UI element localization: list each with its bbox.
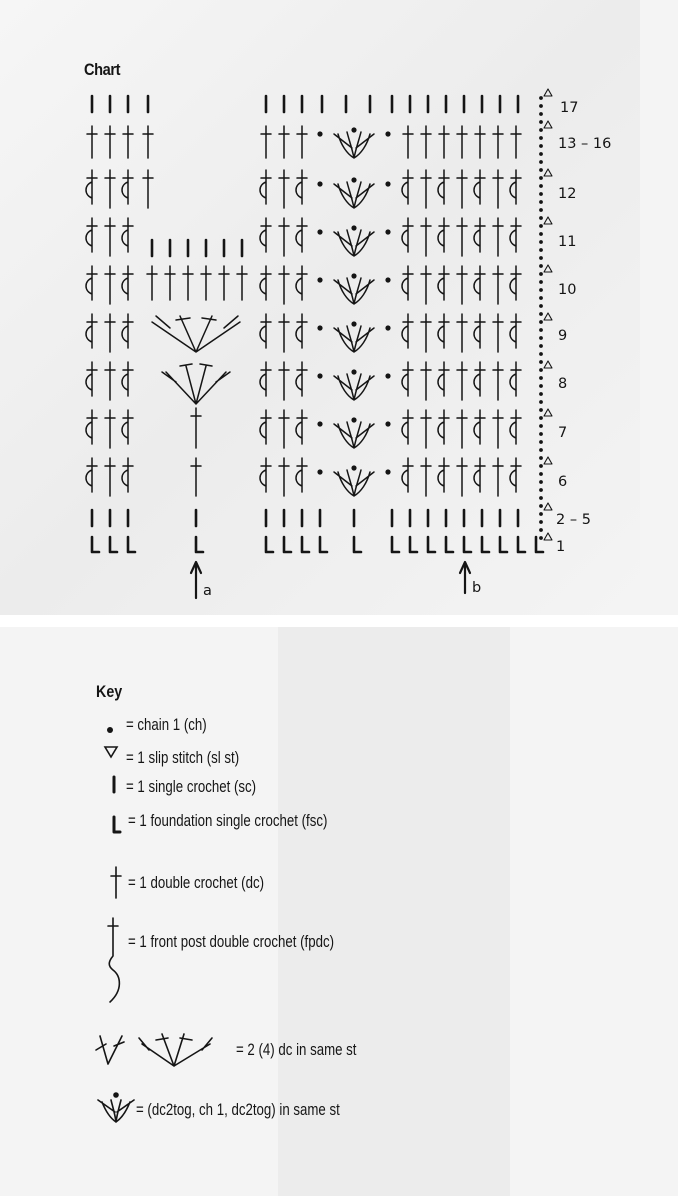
fpdc-mark bbox=[438, 362, 449, 396]
key-text-fpdc: = 1 front post double crochet (fpdc) bbox=[128, 932, 335, 951]
double-crochet-mark bbox=[457, 218, 467, 256]
chain-dot bbox=[539, 360, 543, 364]
dc2tog-cluster-mark bbox=[334, 132, 374, 158]
cluster-chain-dot bbox=[351, 417, 356, 422]
double-crochet-mark bbox=[421, 218, 431, 256]
foundation-sc-mark bbox=[446, 537, 453, 552]
key-text-dc-shell: = 2 (4) dc in same st bbox=[236, 1040, 357, 1059]
chain-dot bbox=[317, 469, 322, 474]
slip-stitch-mark bbox=[544, 169, 552, 176]
foundation-sc-mark bbox=[92, 537, 99, 552]
double-crochet-mark bbox=[493, 362, 503, 400]
double-crochet-mark bbox=[457, 126, 467, 158]
chain-dot bbox=[539, 480, 543, 484]
chain-dot bbox=[385, 421, 390, 426]
fpdc-mark bbox=[510, 266, 521, 300]
double-crochet-mark bbox=[105, 410, 115, 448]
chain-dot bbox=[539, 432, 543, 436]
double-crochet-mark bbox=[457, 266, 467, 304]
double-crochet-mark bbox=[279, 362, 289, 400]
row-label: 17 bbox=[560, 100, 579, 116]
fpdc-mark bbox=[474, 458, 485, 492]
key-text-foundation-sc: = 1 foundation single crochet (fsc) bbox=[128, 811, 328, 830]
double-crochet-mark bbox=[457, 362, 467, 400]
arrow-b-icon bbox=[460, 562, 470, 593]
double-crochet-mark bbox=[165, 266, 175, 300]
chain-dot bbox=[539, 208, 543, 212]
fpdc-mark bbox=[296, 218, 307, 252]
dc2tog-cluster-mark bbox=[334, 278, 374, 304]
double-crochet-mark bbox=[403, 126, 413, 158]
fpdc-mark bbox=[86, 458, 97, 492]
chain-dot bbox=[385, 277, 390, 282]
double-crochet-mark bbox=[457, 458, 467, 496]
double-crochet-mark bbox=[123, 126, 133, 158]
marker-b bbox=[460, 562, 481, 596]
double-crochet-mark bbox=[279, 314, 289, 352]
fpdc-mark bbox=[122, 218, 133, 252]
chart-symbols bbox=[86, 89, 552, 552]
fpdc-mark bbox=[402, 218, 413, 252]
double-crochet-mark bbox=[511, 126, 521, 158]
cluster-chain-dot bbox=[351, 369, 356, 374]
chain-dot bbox=[539, 152, 543, 156]
cluster-chain-dot bbox=[351, 465, 356, 470]
fpdc-mark bbox=[474, 218, 485, 252]
cluster-chain-dot bbox=[351, 273, 356, 278]
foundation-sc-mark bbox=[302, 537, 309, 552]
fpdc-mark bbox=[474, 362, 485, 396]
dc2tog-cluster-mark bbox=[334, 374, 374, 400]
fpdc-mark bbox=[438, 410, 449, 444]
double-crochet-mark bbox=[297, 126, 307, 158]
chain-dot bbox=[539, 312, 543, 316]
chain-dot bbox=[539, 184, 543, 188]
chain-dot bbox=[317, 181, 322, 186]
key-title: Key bbox=[96, 682, 123, 701]
double-crochet-mark bbox=[279, 126, 289, 158]
fpdc-mark bbox=[86, 170, 97, 204]
double-crochet-mark bbox=[493, 458, 503, 496]
chain-dot bbox=[385, 373, 390, 378]
foundation-sc-mark bbox=[518, 537, 525, 552]
chain-dot bbox=[539, 528, 543, 532]
chain-dot bbox=[539, 224, 543, 228]
chain-dot bbox=[539, 104, 543, 108]
foundation-single-crochet-icon bbox=[96, 808, 120, 836]
fpdc-mark bbox=[474, 266, 485, 300]
row-label: 10 bbox=[558, 282, 577, 298]
double-crochet-mark bbox=[493, 126, 503, 158]
fpdc-mark bbox=[402, 458, 413, 492]
chain-dot bbox=[539, 408, 543, 412]
chain-dot bbox=[539, 112, 543, 116]
double-crochet-mark bbox=[421, 170, 431, 208]
slip-stitch-mark bbox=[544, 361, 552, 368]
chain-dot bbox=[539, 464, 543, 468]
double-crochet-mark bbox=[237, 266, 247, 300]
double-crochet-mark bbox=[105, 314, 115, 352]
dc2tog-cluster-mark bbox=[334, 182, 374, 208]
key-text-double-crochet: = 1 double crochet (dc) bbox=[128, 873, 265, 892]
chain-dot bbox=[539, 376, 543, 380]
fpdc-mark bbox=[474, 410, 485, 444]
double-crochet-mark bbox=[219, 266, 229, 300]
chain-dot bbox=[539, 352, 543, 356]
row-label: 1 bbox=[556, 539, 566, 555]
fpdc-mark bbox=[86, 266, 97, 300]
dc2tog-cluster-icon bbox=[96, 1090, 136, 1126]
fpdc-mark bbox=[296, 410, 307, 444]
slip-stitch-mark bbox=[544, 217, 552, 224]
double-crochet-mark bbox=[457, 170, 467, 208]
key-text-single-crochet: = 1 single crochet (sc) bbox=[126, 777, 257, 796]
chain-dot bbox=[317, 325, 322, 330]
arrow-label-b: b bbox=[472, 580, 482, 596]
chain-dot bbox=[539, 296, 543, 300]
fpdc-mark bbox=[438, 314, 449, 348]
double-crochet-mark bbox=[147, 266, 157, 300]
chain-dot bbox=[539, 456, 543, 460]
double-crochet-mark bbox=[439, 126, 449, 158]
fpdc-mark bbox=[122, 362, 133, 396]
fpdc-mark bbox=[122, 458, 133, 492]
chain-dot bbox=[317, 229, 322, 234]
foundation-sc-mark bbox=[354, 537, 361, 552]
chain-dot bbox=[539, 168, 543, 172]
fpdc-mark bbox=[260, 410, 271, 444]
fpdc-mark bbox=[122, 266, 133, 300]
chain-dot bbox=[539, 336, 543, 340]
double-crochet-mark bbox=[191, 458, 201, 496]
chain-dot bbox=[539, 192, 543, 196]
fpdc-mark bbox=[296, 266, 307, 300]
fpdc-mark bbox=[438, 266, 449, 300]
double-crochet-mark bbox=[279, 410, 289, 448]
double-crochet-mark bbox=[421, 362, 431, 400]
double-crochet-mark bbox=[457, 410, 467, 448]
foundation-sc-mark bbox=[428, 537, 435, 552]
cluster-chain-dot bbox=[351, 225, 356, 230]
chain-dot bbox=[385, 131, 390, 136]
double-crochet-mark bbox=[279, 266, 289, 304]
foundation-sc-mark bbox=[284, 537, 291, 552]
chain-dot bbox=[539, 536, 543, 540]
chain-dot bbox=[539, 120, 543, 124]
chain-dot bbox=[539, 136, 543, 140]
chain-dot bbox=[539, 512, 543, 516]
fpdc-mark bbox=[260, 170, 271, 204]
double-crochet-mark bbox=[279, 170, 289, 208]
chain-dot bbox=[539, 272, 543, 276]
row-label: 2 – 5 bbox=[556, 512, 591, 528]
foundation-sc-mark bbox=[110, 537, 117, 552]
chain-dot bbox=[385, 325, 390, 330]
fpdc-mark bbox=[296, 314, 307, 348]
cluster-chain-dot bbox=[351, 321, 356, 326]
fpdc-mark bbox=[438, 218, 449, 252]
dc2tog-cluster-mark bbox=[334, 326, 374, 352]
slip-stitch-mark bbox=[544, 121, 552, 128]
slip-stitch-mark bbox=[544, 457, 552, 464]
slip-stitch-mark bbox=[544, 409, 552, 416]
fpdc-mark bbox=[402, 266, 413, 300]
chain-dot bbox=[539, 128, 543, 132]
chain-dot bbox=[539, 288, 543, 292]
slip-stitch-mark bbox=[544, 313, 552, 320]
foundation-sc-mark bbox=[500, 537, 507, 552]
fpdc-mark bbox=[402, 314, 413, 348]
chain-dot bbox=[317, 373, 322, 378]
fpdc-mark bbox=[260, 266, 271, 300]
fpdc-mark bbox=[510, 362, 521, 396]
chain-dot bbox=[539, 256, 543, 260]
fpdc-mark bbox=[122, 314, 133, 348]
double-crochet-mark bbox=[279, 458, 289, 496]
fpdc-mark bbox=[474, 170, 485, 204]
row-label: 12 bbox=[558, 186, 577, 202]
chain-dot bbox=[539, 448, 543, 452]
chain-dot bbox=[539, 200, 543, 204]
double-crochet-mark bbox=[105, 170, 115, 208]
double-crochet-icon bbox=[96, 864, 120, 904]
double-crochet-mark bbox=[143, 170, 153, 208]
cluster-chain-dot bbox=[351, 177, 356, 182]
row-label: 9 bbox=[558, 328, 568, 344]
front-post-double-crochet-icon bbox=[96, 916, 126, 1006]
slip-stitch-mark bbox=[544, 265, 552, 272]
fpdc-mark bbox=[402, 170, 413, 204]
double-crochet-mark bbox=[261, 126, 271, 158]
chain-dot bbox=[539, 160, 543, 164]
chain-dot bbox=[539, 416, 543, 420]
slip-stitch-icon bbox=[96, 744, 120, 768]
chain-dot bbox=[539, 384, 543, 388]
foundation-sc-mark bbox=[410, 537, 417, 552]
chain-dot bbox=[539, 520, 543, 524]
chain-dot bbox=[385, 469, 390, 474]
chain-dot bbox=[385, 229, 390, 234]
row-label: 8 bbox=[558, 376, 568, 392]
single-crochet-icon bbox=[96, 774, 120, 798]
chain-dot bbox=[539, 368, 543, 372]
chain-dot bbox=[539, 496, 543, 500]
foundation-sc-mark bbox=[266, 537, 273, 552]
fpdc-mark bbox=[260, 458, 271, 492]
double-crochet-mark bbox=[421, 126, 431, 158]
double-crochet-mark bbox=[421, 410, 431, 448]
row-labels bbox=[556, 100, 611, 555]
chain-dot bbox=[539, 248, 543, 252]
chain-dot bbox=[539, 176, 543, 180]
double-crochet-mark bbox=[105, 458, 115, 496]
fpdc-mark bbox=[402, 410, 413, 444]
row-label: 7 bbox=[558, 425, 568, 441]
chain-dot bbox=[539, 344, 543, 348]
foundation-sc-mark bbox=[464, 537, 471, 552]
double-crochet-mark bbox=[143, 126, 153, 158]
dc-shell-icon bbox=[96, 1030, 226, 1070]
chain-dot bbox=[539, 216, 543, 220]
chain-dot bbox=[317, 277, 322, 282]
chain-dot bbox=[385, 181, 390, 186]
double-crochet-mark bbox=[421, 458, 431, 496]
double-crochet-mark bbox=[457, 314, 467, 352]
dc2tog-cluster-mark bbox=[334, 422, 374, 448]
fpdc-mark bbox=[438, 458, 449, 492]
fpdc-mark bbox=[402, 362, 413, 396]
slip-stitch-mark bbox=[544, 503, 552, 510]
fpdc-mark bbox=[260, 218, 271, 252]
chain-dot bbox=[539, 280, 543, 284]
slip-stitch-mark bbox=[544, 89, 552, 96]
foundation-sc-mark bbox=[128, 537, 135, 552]
double-crochet-mark bbox=[105, 218, 115, 256]
double-crochet-mark bbox=[493, 314, 503, 352]
foundation-sc-mark bbox=[320, 537, 327, 552]
dc-shell-mark bbox=[162, 364, 230, 404]
double-crochet-mark bbox=[201, 266, 211, 300]
fpdc-mark bbox=[86, 410, 97, 444]
double-crochet-mark bbox=[421, 314, 431, 352]
fpdc-mark bbox=[510, 410, 521, 444]
dc-shell-mark bbox=[152, 316, 240, 352]
dc2tog-cluster-mark bbox=[334, 470, 374, 496]
fpdc-mark bbox=[86, 362, 97, 396]
fpdc-mark bbox=[296, 458, 307, 492]
slip-stitch-mark bbox=[544, 533, 552, 540]
fpdc-mark bbox=[86, 218, 97, 252]
fpdc-mark bbox=[86, 314, 97, 348]
fpdc-mark bbox=[122, 410, 133, 444]
fpdc-mark bbox=[260, 362, 271, 396]
chain-dot bbox=[539, 264, 543, 268]
chain-dot bbox=[539, 488, 543, 492]
row-label: 13 – 16 bbox=[558, 136, 612, 152]
dc2tog-cluster-mark bbox=[334, 230, 374, 256]
double-crochet-mark bbox=[105, 126, 115, 158]
chain-dot bbox=[539, 400, 543, 404]
row-label: 6 bbox=[558, 474, 568, 490]
double-crochet-mark bbox=[493, 218, 503, 256]
double-crochet-mark bbox=[421, 266, 431, 304]
fpdc-mark bbox=[510, 218, 521, 252]
key-text-dc2tog-cluster: = (dc2tog, ch 1, dc2tog) in same st bbox=[136, 1100, 340, 1119]
chain-dot bbox=[539, 424, 543, 428]
chain-icon bbox=[96, 713, 116, 737]
chain-dot bbox=[539, 472, 543, 476]
double-crochet-mark bbox=[279, 218, 289, 256]
chain-dot bbox=[539, 328, 543, 332]
fpdc-mark bbox=[438, 170, 449, 204]
double-crochet-mark bbox=[105, 266, 115, 304]
fpdc-mark bbox=[296, 362, 307, 396]
fpdc-mark bbox=[474, 314, 485, 348]
row-label: 11 bbox=[558, 234, 577, 250]
double-crochet-mark bbox=[493, 170, 503, 208]
foundation-sc-mark bbox=[392, 537, 399, 552]
chart-title: Chart bbox=[84, 60, 121, 79]
double-crochet-mark bbox=[191, 408, 201, 448]
double-crochet-mark bbox=[87, 126, 97, 158]
fpdc-mark bbox=[122, 170, 133, 204]
foundation-sc-mark bbox=[196, 537, 203, 552]
chain-dot bbox=[539, 320, 543, 324]
chain-dot bbox=[539, 304, 543, 308]
chain-dot bbox=[539, 144, 543, 148]
double-crochet-mark bbox=[493, 410, 503, 448]
chain-dot bbox=[539, 504, 543, 508]
marker-a bbox=[191, 562, 212, 599]
fpdc-mark bbox=[296, 170, 307, 204]
foundation-sc-mark bbox=[482, 537, 489, 552]
chain-dot bbox=[539, 392, 543, 396]
chain-dot bbox=[539, 96, 543, 100]
fpdc-mark bbox=[510, 458, 521, 492]
fpdc-mark bbox=[510, 170, 521, 204]
fpdc-mark bbox=[260, 314, 271, 348]
chain-dot bbox=[317, 131, 322, 136]
double-crochet-mark bbox=[105, 362, 115, 400]
arrow-a-icon bbox=[191, 562, 201, 598]
double-crochet-mark bbox=[183, 266, 193, 300]
cluster-chain-dot bbox=[351, 127, 356, 132]
double-crochet-mark bbox=[475, 126, 485, 158]
chain-dot bbox=[317, 421, 322, 426]
chain-dot bbox=[539, 240, 543, 244]
chain-dot bbox=[539, 440, 543, 444]
key-text-chain: = chain 1 (ch) bbox=[126, 715, 207, 734]
fpdc-mark bbox=[510, 314, 521, 348]
key-text-slip-stitch: = 1 slip stitch (sl st) bbox=[126, 748, 240, 767]
arrow-label-a: a bbox=[203, 583, 212, 599]
double-crochet-mark bbox=[493, 266, 503, 304]
chain-dot bbox=[539, 232, 543, 236]
